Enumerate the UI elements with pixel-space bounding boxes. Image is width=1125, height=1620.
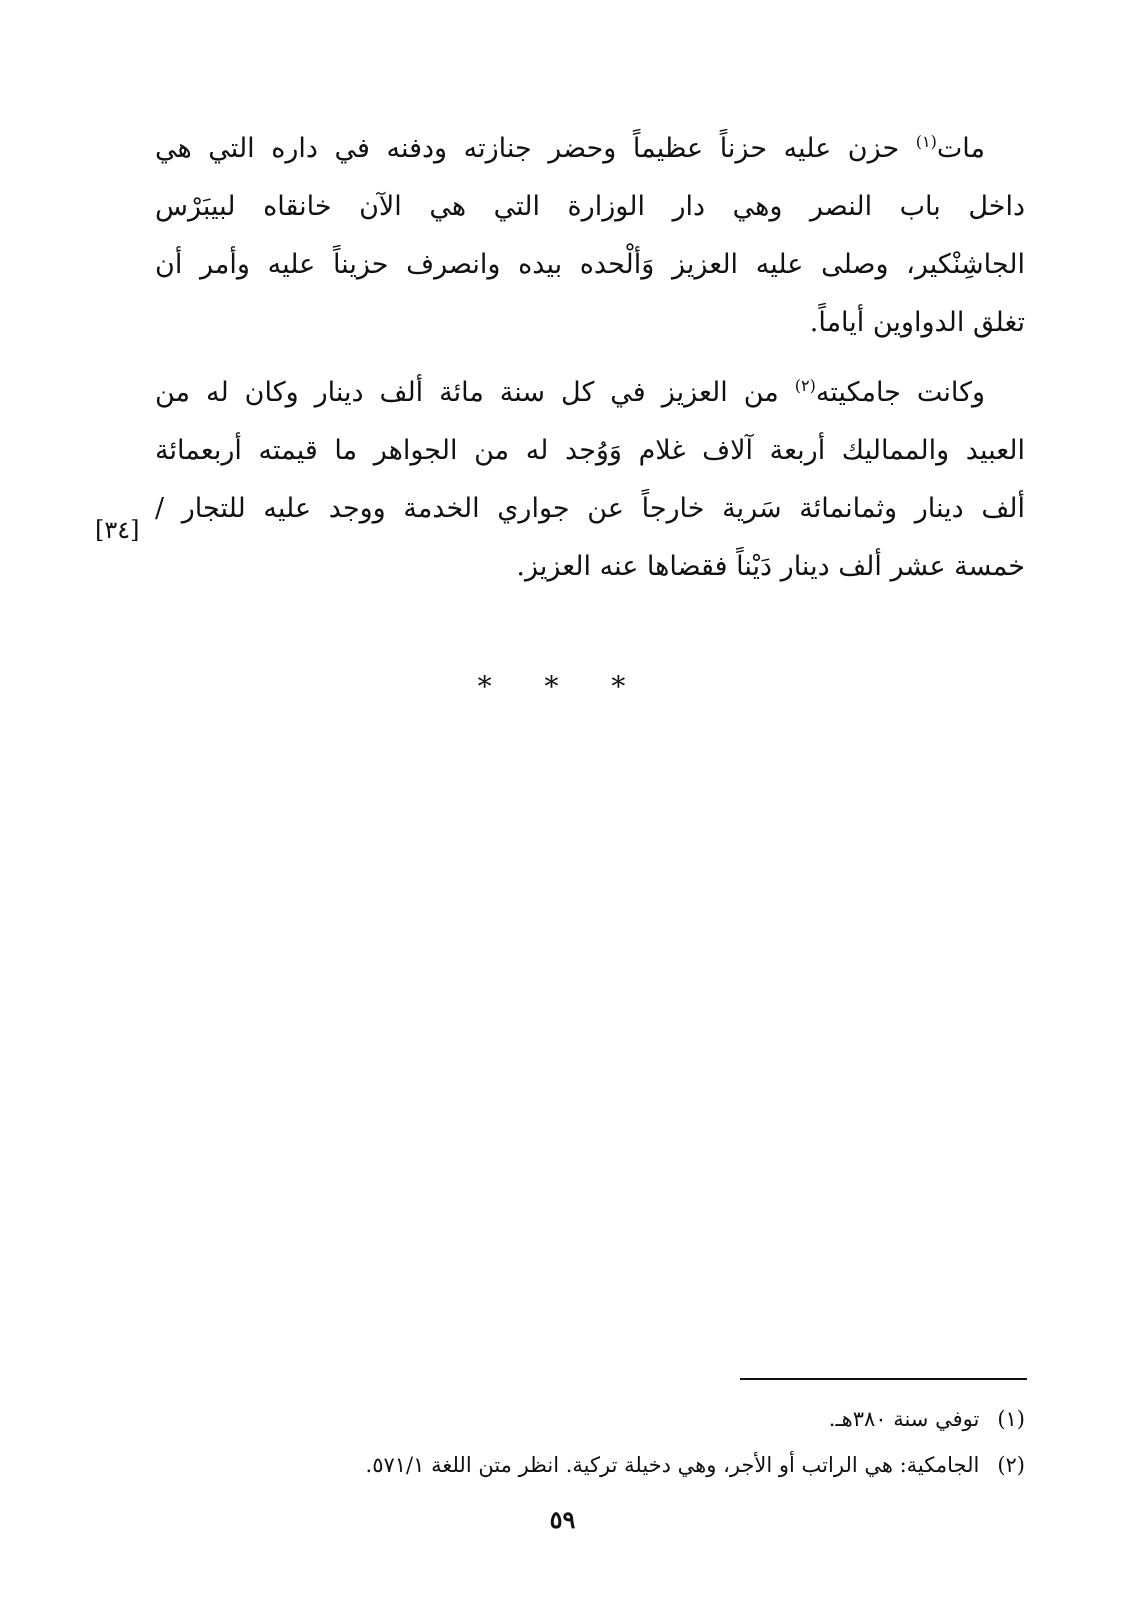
text-segment: وكانت جامكيته [815,377,985,408]
text-line: الجاشِنْكير، وصلى عليه العزيز وَألْحده بيده وانصرف حزيناً عليه وأمر أن [155,249,1025,280]
page-number: ٥٩ [549,1505,576,1534]
footnote-ref-2[interactable]: (٢) [794,376,816,395]
text-line: العبيد والمماليك أربعة آلاف غلام وَوُجد له من الجواهر ما قيمته أربعمائة [155,435,1025,466]
text-segment: من العزيز في كل سنة مائة ألف دينار وكان له من [155,377,795,408]
footnote-2 [155,1442,1025,1488]
footnote-divider [740,1378,1027,1380]
text-line [155,120,1025,178]
text-segment: مات [936,133,985,164]
footnote-ref-1[interactable]: (١) [915,132,937,151]
footnote-text: توفي سنة ٣٨٠هـ. [828,1407,980,1431]
text-line [155,364,1025,422]
text-segment: حزن عليه حزناً عظيماً وحضر جنازته ودفنه في داره التي هي [155,133,916,164]
text-line: تغلق الدواوين أياماً. [809,307,1025,338]
text-line: خمسة عشر ألف دينار دَيْناً فقضاها عنه العزيز. [516,551,1025,582]
text-line: ألف دينار وثمانمائة سَرية خارجاً عن جواري الخدمة ووجد عليه للتجار / [155,493,1025,524]
paragraph-1 [155,120,1025,352]
paragraph-2 [155,364,1025,596]
main-text [155,120,1025,608]
footnote-number: (١) [997,1407,1025,1431]
footnote-text: الجامكية: هي الراتب أو الأجر، وهي دخيلة تركية. انظر متن اللغة ٥٧١/١. [365,1453,980,1477]
section-separator: * * * [477,670,648,703]
text-line: داخل باب النصر وهي دار الوزارة التي هي الآن خانقاه لبيبَرْس [155,191,1025,222]
footnotes [155,1396,1025,1488]
footnote-1 [155,1396,1025,1442]
footnote-number: (٢) [997,1453,1025,1477]
manuscript-page-marker: [٣٤] [95,516,140,544]
